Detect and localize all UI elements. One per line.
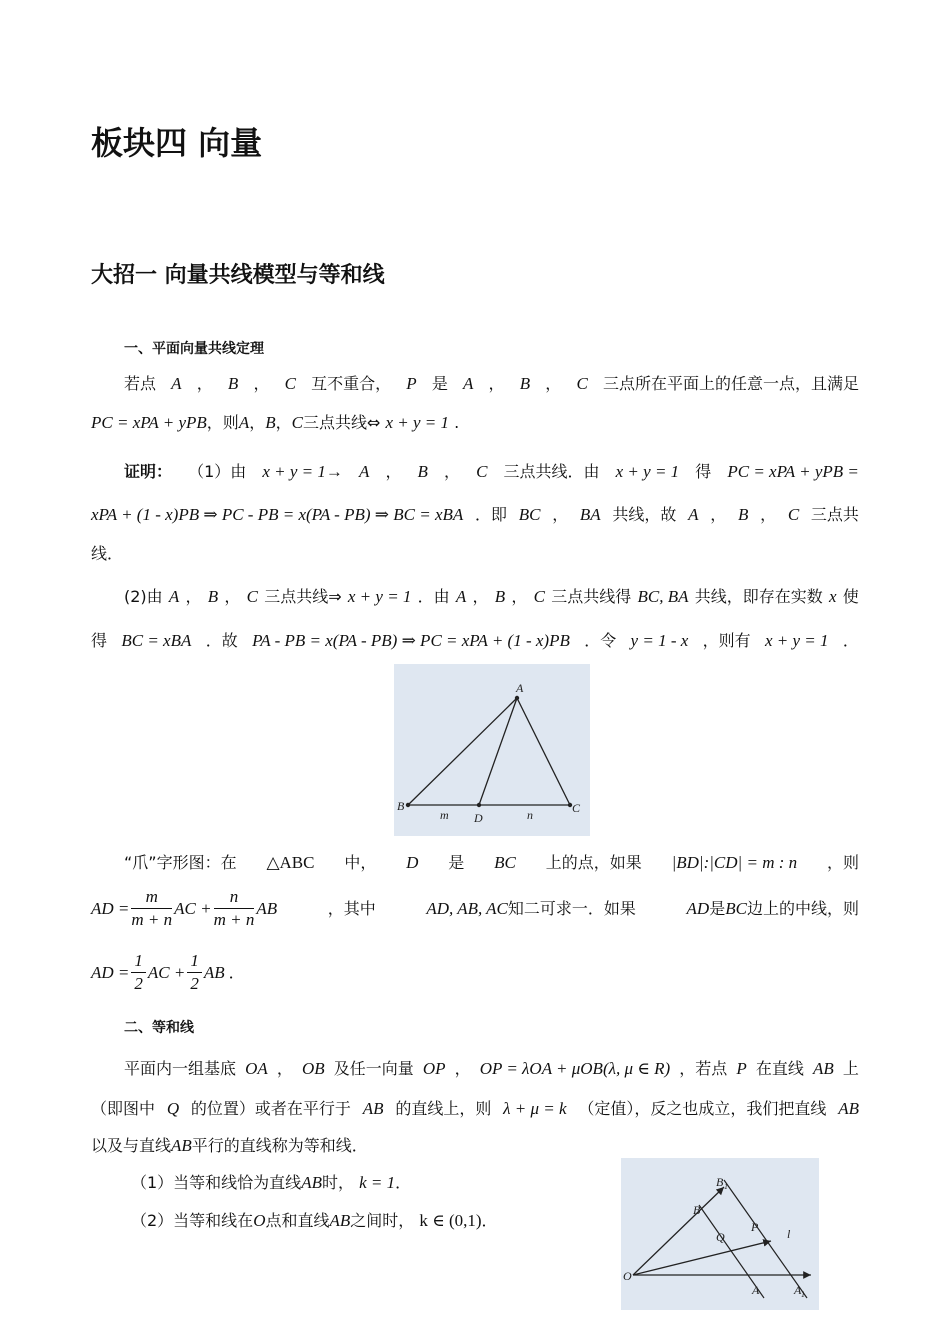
label-a1-sub: 1 bbox=[801, 1290, 805, 1299]
formula: PC = xPA + yPB bbox=[91, 413, 207, 432]
paragraph-line: （1）当等和线恰为直线AB时， k = 1． bbox=[131, 1173, 412, 1192]
equal-sum-line-figure bbox=[621, 1158, 819, 1310]
paragraph-line: “爪”字形图：在 △ABC 中， D 是 BC 上的点，如果 |BD|:|CD| = m : n ，则 bbox=[124, 853, 859, 872]
paragraph-line: 若点 A ， B ， C 互不重合， P 是 A ， B ， C 三点所在平面上的任意一点，且满足 bbox=[124, 374, 859, 393]
formula: xPA + (1 - x)PB ⇒ PC - PB = x(PA - PB) ⇒ BC = xBA bbox=[91, 505, 464, 524]
subheading-equal-sum-line: 二、等和线 bbox=[124, 1020, 194, 1036]
label-o: O bbox=[623, 1269, 632, 1283]
formula-line: AD = $\frac{1}{2}$ AC + $\frac{1}{2}$ AB ． bbox=[91, 951, 245, 993]
label-c: C bbox=[572, 801, 581, 815]
point-a bbox=[515, 696, 519, 700]
triangle-figure bbox=[394, 664, 590, 836]
label-a: A bbox=[516, 681, 524, 695]
label-l: l bbox=[787, 1227, 791, 1241]
paragraph-line: （即图中 Q 的位置）或者在平行于 AB 的直线上，则 λ + μ = k （定值），反之也成立，我们把直线 AB bbox=[91, 1099, 859, 1118]
label-a: A bbox=[752, 1283, 760, 1297]
label-a1: A bbox=[794, 1283, 802, 1297]
proof-line: 证明： （1）由 x + y = 1→ A ， B ， C 三点共线．由 x + y = 1 得 PC = xPA + yPB = bbox=[124, 462, 859, 481]
formula-line: AD = $\frac{m}{m + n}$ AC + $\frac{n}{m + n}$ AB ，其中 AD, AB, AC知二可求一．如果 AD是BC边上的中线，则 bbox=[91, 887, 859, 929]
section-heading: 大招一 向量共线模型与等和线 bbox=[91, 263, 385, 288]
label-b: B bbox=[693, 1203, 701, 1217]
label-d: D bbox=[474, 811, 483, 825]
page-title: 板块四 向量 bbox=[91, 124, 263, 162]
formula: x + y = 1 bbox=[385, 413, 450, 432]
proof-line: xPA + (1 - x)PB ⇒ PC - PB = x(PA - PB) ⇒ BC = xBA ．即 BC ， BA 共线，故 A ， B ， C 三点共 bbox=[91, 505, 859, 524]
proof-line: 得 BC = xBA ．故 PA - PB = x(PA - PB) ⇒ PC = xPA + (1 - x)PB ．令 y = 1 - x ，则有 x + y = 1 ． bbox=[91, 631, 859, 650]
formula: PA - PB = x(PA - PB) ⇒ PC = xPA + (1 - x)PB bbox=[252, 631, 570, 650]
label-b1-sub: 1 bbox=[724, 1182, 728, 1191]
point-b bbox=[406, 803, 410, 807]
label-p: P bbox=[751, 1220, 759, 1234]
label-b: B bbox=[397, 799, 405, 813]
proof-line: 线． bbox=[91, 544, 124, 563]
label-b1: B bbox=[716, 1175, 724, 1189]
label-m: m bbox=[440, 808, 449, 822]
label-n: n bbox=[527, 808, 533, 822]
proof-line: (2)由 A ， B ， C 三点共线⇒ x + y = 1 ．由 A ， B ， C 三点共线得 BC, BA 共线，即存在实数 x 使 bbox=[124, 587, 859, 606]
label-q: Q bbox=[716, 1230, 725, 1244]
paragraph-line: 平面内一组基底 OA ， OB 及任一向量 OP ， OP = λOA + μOB(λ, μ ∈ R) ，若点 P 在直线 AB 上 bbox=[124, 1059, 859, 1078]
subheading-collinear-theorem: 一、平面向量共线定理 bbox=[124, 341, 264, 357]
paragraph-line: 以及与直线AB平行的直线称为等和线． bbox=[91, 1136, 368, 1155]
point-d bbox=[477, 803, 481, 807]
paragraph-line: （2）当等和线在O点和直线AB之间时， k ∈ (0,1)． bbox=[131, 1211, 498, 1230]
paragraph-line: PC = xPA + yPB，则A，B，C三点共线⇔ x + y = 1 . bbox=[91, 413, 460, 432]
